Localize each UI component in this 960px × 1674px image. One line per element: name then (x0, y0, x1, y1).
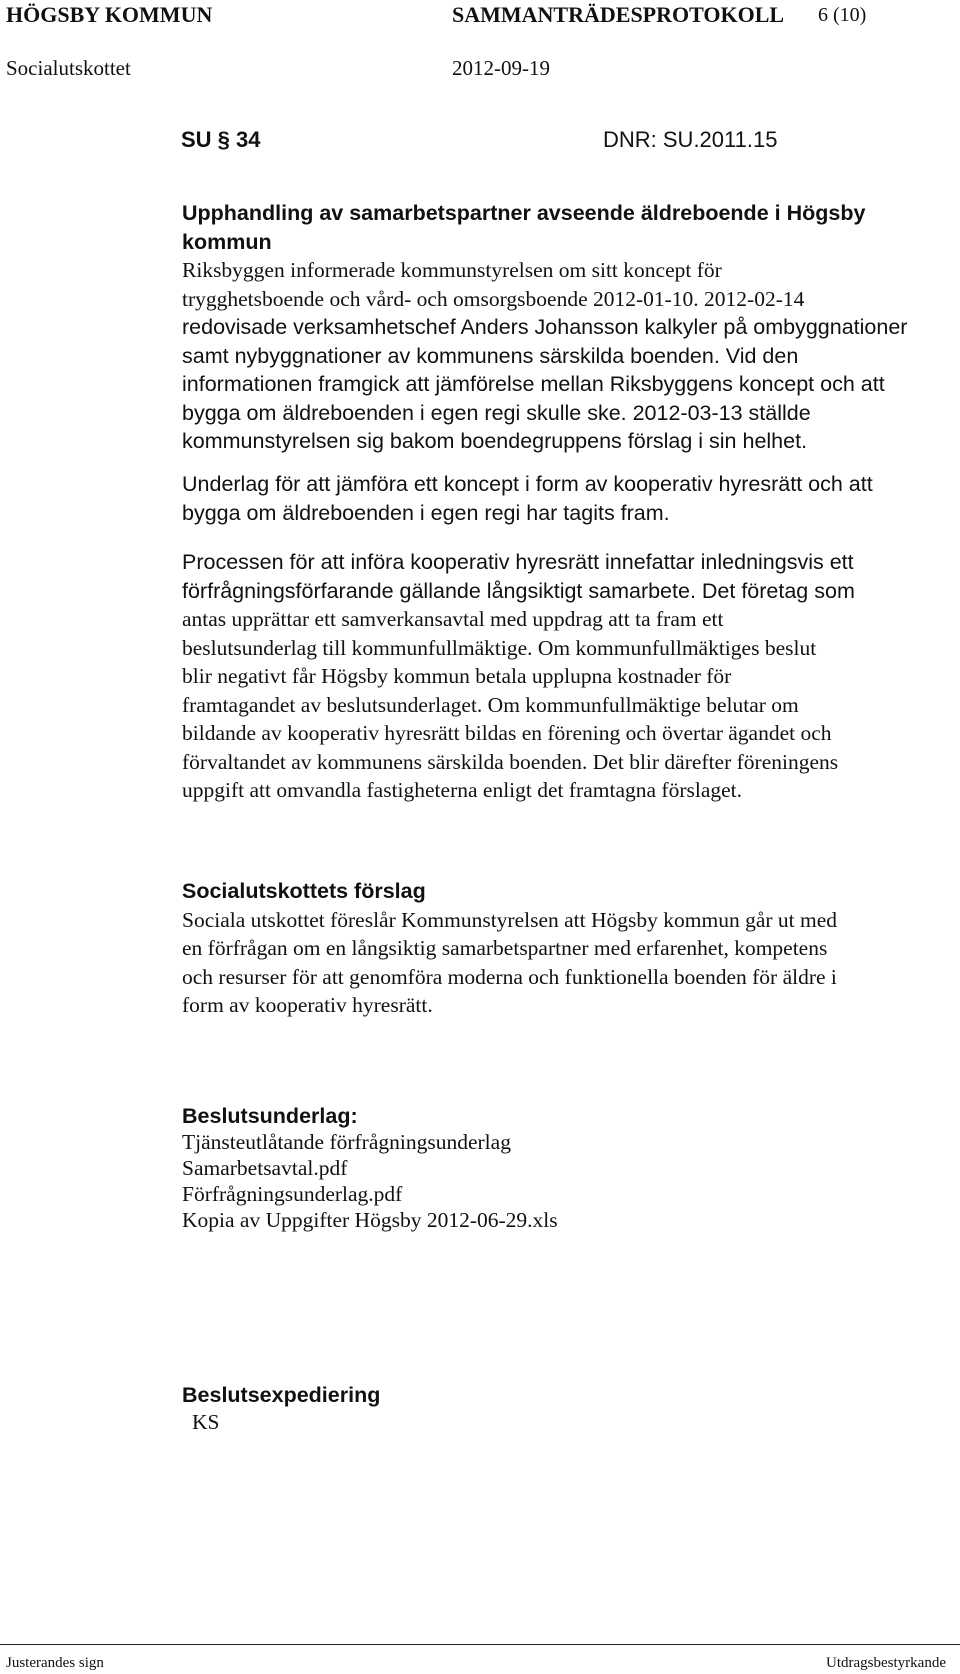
footer-signature-label: Justerandes sign (6, 1655, 104, 1671)
item-title-line: kommun (182, 229, 272, 254)
paragraph-line: Processen för att införa kooperativ hyresrätt innefattar inledningsvis ett (182, 550, 854, 574)
paragraph-line: förvaltandet av kommunens särskilda boenden. Det blir därefter föreningens (182, 749, 839, 774)
paragraph-line: bygga om äldreboenden i egen regi har tagits fram. (182, 500, 670, 525)
basis-item: Förfrågningsunderlag.pdf (182, 1182, 403, 1206)
proposal-heading: Socialutskottets förslag (182, 879, 426, 903)
proposal-line: och resurser för att genomföra moderna och funktionella boenden för äldre i (182, 964, 837, 989)
basis-list (182, 1129, 942, 1233)
paragraph-line: samt nybyggnationer av kommunens särskilda boenden. Vid den (182, 343, 799, 368)
document-type: SAMMANTRÄDESPROTOKOLL (452, 2, 785, 27)
meeting-date: 2012-09-19 (452, 56, 550, 80)
dispatch-recipient: KS (192, 1410, 220, 1434)
basis-item: Tjänsteutlåtande förfrågningsunderlag (182, 1130, 511, 1154)
paragraph-line: Underlag för att jämföra ett koncept i form av kooperativ hyresrätt och att (182, 472, 873, 496)
diary-number: DNR: SU.2011.15 (603, 127, 778, 152)
case-number: SU § 34 (181, 127, 261, 152)
paragraph-line: bygga om äldreboenden i egen regi skulle ske. 2012-03-13 ställde (182, 400, 811, 425)
paragraph-line: trygghetsboende och vård- och omsorgsboende 2012-01-10. 2012-02-14 (182, 286, 805, 311)
proposal-section (182, 877, 942, 1020)
proposal-line: Sociala utskottet föreslår Kommunstyrelsen att Högsby kommun går ut med (182, 907, 838, 932)
proposal-line: en förfrågan om en långsiktig samarbetspartner med erfarenhet, kompetens (182, 936, 828, 960)
paragraph-line: antas upprättar ett samverkansavtal med uppdrag att ta fram ett (182, 607, 724, 631)
dispatch-heading: Beslutsexpediering (182, 1383, 381, 1407)
paragraph-basis (182, 470, 942, 527)
paragraph-line: informationen framgick att jämförelse mellan Riksbyggens koncept och att (182, 372, 885, 396)
basis-section (182, 1103, 942, 1233)
paragraph-line: framtagandet av beslutsunderlaget. Om kommunfullmäktige belutar om (182, 692, 799, 717)
item-title (182, 199, 942, 256)
paragraph-line: redovisade verksamhetschef Anders Johansson kalkyler på ombyggnationer (182, 315, 908, 339)
municipality-name: HÖGSBY KOMMUN (6, 2, 213, 27)
paragraph-line: Riksbyggen informerade kommunstyrelsen om sitt koncept för (182, 258, 722, 282)
paragraph-background (182, 256, 942, 456)
proposal-text (182, 906, 942, 1020)
footer-certification-label: Utdragsbestyrkande (826, 1655, 946, 1671)
basis-heading: Beslutsunderlag: (182, 1104, 358, 1128)
footer-divider (0, 1644, 960, 1645)
basis-item: Kopia av Uppgifter Högsby 2012-06-29.xls (182, 1208, 558, 1232)
dispatch-section (182, 1382, 942, 1436)
item-section (182, 199, 942, 456)
page-number: 6 (10) (818, 4, 867, 26)
proposal-line: form av kooperativ hyresrätt. (182, 993, 433, 1017)
paragraph-line: förfrågningsförfarande gällande långsiktigt samarbete. Det företag som (182, 578, 855, 603)
paragraph-line: beslutsunderlag till kommunfullmäktige. Om kommunfullmäktiges beslut (182, 635, 817, 660)
basis-item: Samarbetsavtal.pdf (182, 1156, 348, 1180)
paragraph-line: kommunstyrelsen sig bakom boendegruppens förslag i sin helhet. (182, 429, 808, 453)
paragraph-line: bildande av kooperativ hyresrätt bildas en förening och övertar ägandet och (182, 721, 832, 745)
committee-name: Socialutskottet (6, 56, 131, 80)
item-title-line: Upphandling av samarbetspartner avseende äldreboende i Högsby (182, 201, 866, 225)
paragraph-line: blir negativt får Högsby kommun betala upplupna kostnader för (182, 664, 732, 688)
paragraph-line: uppgift att omvandla fastigheterna enligt det framtagna förslaget. (182, 778, 742, 802)
paragraph-process (182, 548, 942, 805)
